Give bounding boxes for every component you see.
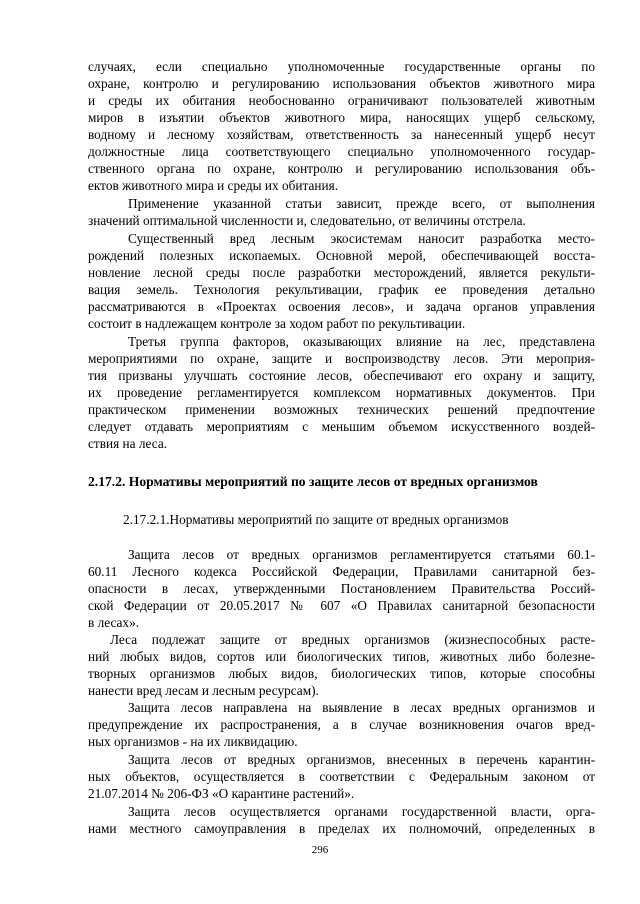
text-line: 60.11 Лесного кодекса Российской Федерации, Правилами санитарной без- [88, 564, 595, 579]
subsection-heading: 2.17.2.1.Нормативы мероприятий по защите от вредных организмов [123, 512, 509, 527]
text-line: и среды их обитания необоснованно ограничивают пользователей животным [88, 93, 595, 108]
text-line: охране, контролю и регулированию использования объектов животного мира [88, 76, 595, 91]
text-line: Существенный вред лесным экосистемам наносит разработка место- [128, 231, 595, 246]
text-line: рождений полезных ископаемых. Основной мерой, обеспечивающей восста- [88, 248, 595, 263]
text-line: творных организмов любых видов, биологических типов, которые способны [88, 666, 595, 681]
text-line: Защита лесов от вредных организмов регламентируется статьями 60.1- [128, 547, 595, 562]
page-number: 296 [311, 844, 329, 856]
text-line: миров в изъятии объектов животного мира, наносящих ущерб сельскому, [88, 110, 595, 125]
text-line: следует отдавать мероприятиям с меньшим объемом искусственного воздей- [88, 419, 595, 434]
text-line: должностные лица соответствующего специально уполномоченного государ- [88, 144, 595, 159]
text-line: рассматриваются в «Проектах освоения лесов», и задача органов управления [88, 299, 595, 314]
text-line: ний любых видов, сортов или биологических типов, животных либо болезне- [88, 649, 595, 664]
text-line: Применение указанной статьи зависит, прежде всего, от выполнения [128, 196, 595, 211]
text-line: в лесах». [88, 615, 140, 630]
text-line: ектов животного мира и среды их обитания. [88, 178, 339, 193]
text-line: их проведение регламентируется комплексом нормативных документов. При [88, 385, 595, 400]
text-line: Защита лесов направлена на выявление в лесах вредных организмов и [128, 700, 595, 715]
text-line: Защита лесов от вредных организмов, внесенных в перечень карантин- [128, 752, 595, 767]
text-line: ных объектов, осуществляется в соответствии с Федеральным законом от [88, 769, 595, 784]
text-line: практическом применении возможных технических решений предпочтение [88, 402, 595, 417]
text-line: новление лесной среды после разработки месторождений, является рекульти- [88, 265, 595, 280]
text-line: ных организмов - на их ликвидацию. [88, 734, 298, 749]
text-line: ствия на леса. [88, 436, 168, 451]
text-line: Защита лесов осуществляется органами государственной власти, орга- [128, 804, 595, 819]
text-line: мероприятиями по охране, защите и воспроизводству лесов. Эти мероприя- [88, 351, 595, 366]
text-line: водному и лесному хозяйствам, ответственность за нанесенный ущерб несут [88, 127, 595, 142]
text-line: 21.07.2014 № 206-ФЗ «О карантине растений». [88, 786, 355, 801]
text-line: нами местного самоуправления в пределах их полномочий, определенных в [88, 821, 595, 836]
text-line: случаях, если специально уполномоченные государственные органы по [88, 59, 595, 74]
text-line: ственного органа по охране, контролю и регулированию использования объ- [88, 161, 595, 176]
text-line: тия призваны улучшать состояние лесов, обеспечивают его охрану и защиту, [88, 368, 595, 383]
text-line: ской Федерации от 20.05.2017 № 607 «О Правилах санитарной безопасности [88, 598, 595, 613]
text-line: вация земель. Технология рекультивации, график ее проведения детально [88, 282, 595, 297]
text-line: состоит в надлежащем контроле за ходом работ по рекультивации. [88, 316, 466, 331]
text-line: предупреждение их распространения, а в случае возникновения очагов вред- [88, 717, 595, 732]
text-line: Леса подлежат защите от вредных организмов (жизнеспособных расте- [110, 632, 595, 647]
text-line: опасности в лесах, утвержденными Постановлением Правительства Россий- [88, 581, 595, 596]
text-line: Третья группа факторов, оказывающих влияние на лес, представлена [128, 334, 595, 349]
text-line: значений оптимальной численности и, следовательно, от величины отстрела. [88, 213, 526, 228]
text-line: нанести вред лесам и лесным ресурсам). [88, 683, 319, 698]
section-heading: 2.17.2. Нормативы мероприятий по защите лесов от вредных организмов [88, 474, 538, 489]
